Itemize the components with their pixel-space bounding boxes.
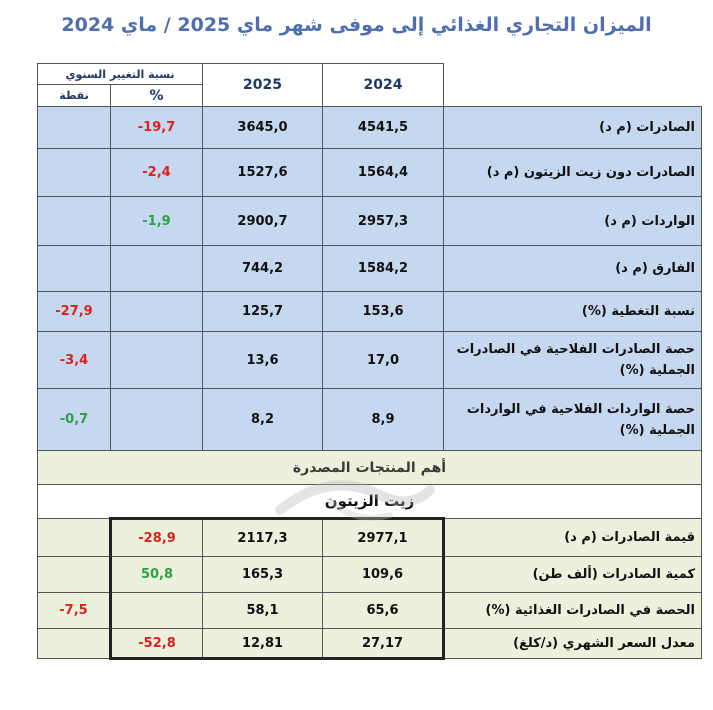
value-2024: 27,17 [323,629,444,659]
table-row [38,593,702,629]
row-label: قيمة الصادرات (م د) [444,519,702,557]
row-label: الواردات (م د) [444,197,702,246]
row-label: الحصة في الصادرات الغذائية (%) [444,593,702,629]
value-2024: 2977,1 [323,519,444,557]
watermark-logo [270,470,440,540]
value-2025: 2117,3 [203,519,323,557]
value-2024: 2957,3 [323,197,444,246]
trade-balance-table [37,63,702,660]
page-title: الميزان التجاري الغذائي إلى موفى شهر ماي 2025 / ماي 2024 [61,14,652,36]
product-title: زيت الزيتون [38,485,702,519]
annual-change-header: نسبة التغيير السنوي [38,64,203,85]
value-2024: 17,0 [323,332,444,389]
percent-header: % [111,85,203,107]
value-2024: 1564,4 [323,149,444,197]
header-row-top [38,64,702,85]
value-2025: 744,2 [203,246,323,292]
points-cell: -0,7 [38,389,111,451]
table-row [38,389,702,451]
table-row [38,292,702,332]
points-cell [38,149,111,197]
section-title: أهم المنتجات المصدرة [38,451,702,485]
points-cell [38,197,111,246]
points-header: نقطة [38,85,111,107]
pct-cell [111,389,203,451]
pct-cell: -52,8 [111,629,203,659]
value-2024: 153,6 [323,292,444,332]
row-label: نسبة التغطية (%) [444,292,702,332]
pct-cell: -2,4 [111,149,203,197]
value-2025: 3645,0 [203,107,323,149]
table-row [38,629,702,659]
row-label: الفارق (م د) [444,246,702,292]
table-row [38,557,702,593]
col-2025-header: 2025 [203,64,323,107]
value-2025: 13,6 [203,332,323,389]
value-2025: 12,81 [203,629,323,659]
pct-cell [111,593,203,629]
row-label: الصادرات دون زيت الزيتون (م د) [444,149,702,197]
points-cell: -27,9 [38,292,111,332]
value-2024: 8,9 [323,389,444,451]
points-cell: -3,4 [38,332,111,389]
value-2024: 109,6 [323,557,444,593]
row-label: معدل السعر الشهري (د/كلغ) [444,629,702,659]
value-2024: 1584,2 [323,246,444,292]
points-cell [38,557,111,593]
points-cell [38,246,111,292]
value-2025: 165,3 [203,557,323,593]
table-row [38,149,702,197]
pct-cell: -19,7 [111,107,203,149]
label-header [444,64,702,107]
value-2025: 1527,6 [203,149,323,197]
value-2024: 4541,5 [323,107,444,149]
table-row [38,246,702,292]
points-cell: -7,5 [38,593,111,629]
value-2025: 58,1 [203,593,323,629]
pct-cell [111,246,203,292]
points-cell [38,629,111,659]
pct-cell [111,292,203,332]
row-label: حصة الواردات الفلاحية في الواردات الجملية (%) [444,389,702,451]
points-cell [38,519,111,557]
value-2025: 125,7 [203,292,323,332]
pct-cell: -28,9 [111,519,203,557]
value-2025: 2900,7 [203,197,323,246]
pct-cell [111,332,203,389]
row-label: كمية الصادرات (ألف طن) [444,557,702,593]
col-2024-header: 2024 [323,64,444,107]
row-label: حصة الصادرات الفلاحية في الصادرات الجملية (%) [444,332,702,389]
pct-cell: 50,8 [111,557,203,593]
value-2025: 8,2 [203,389,323,451]
row-label: الصادرات (م د) [444,107,702,149]
table-row [38,107,702,149]
pct-cell: -1,9 [111,197,203,246]
value-2024: 65,6 [323,593,444,629]
table-row [38,332,702,389]
table-row [38,197,702,246]
points-cell [38,107,111,149]
